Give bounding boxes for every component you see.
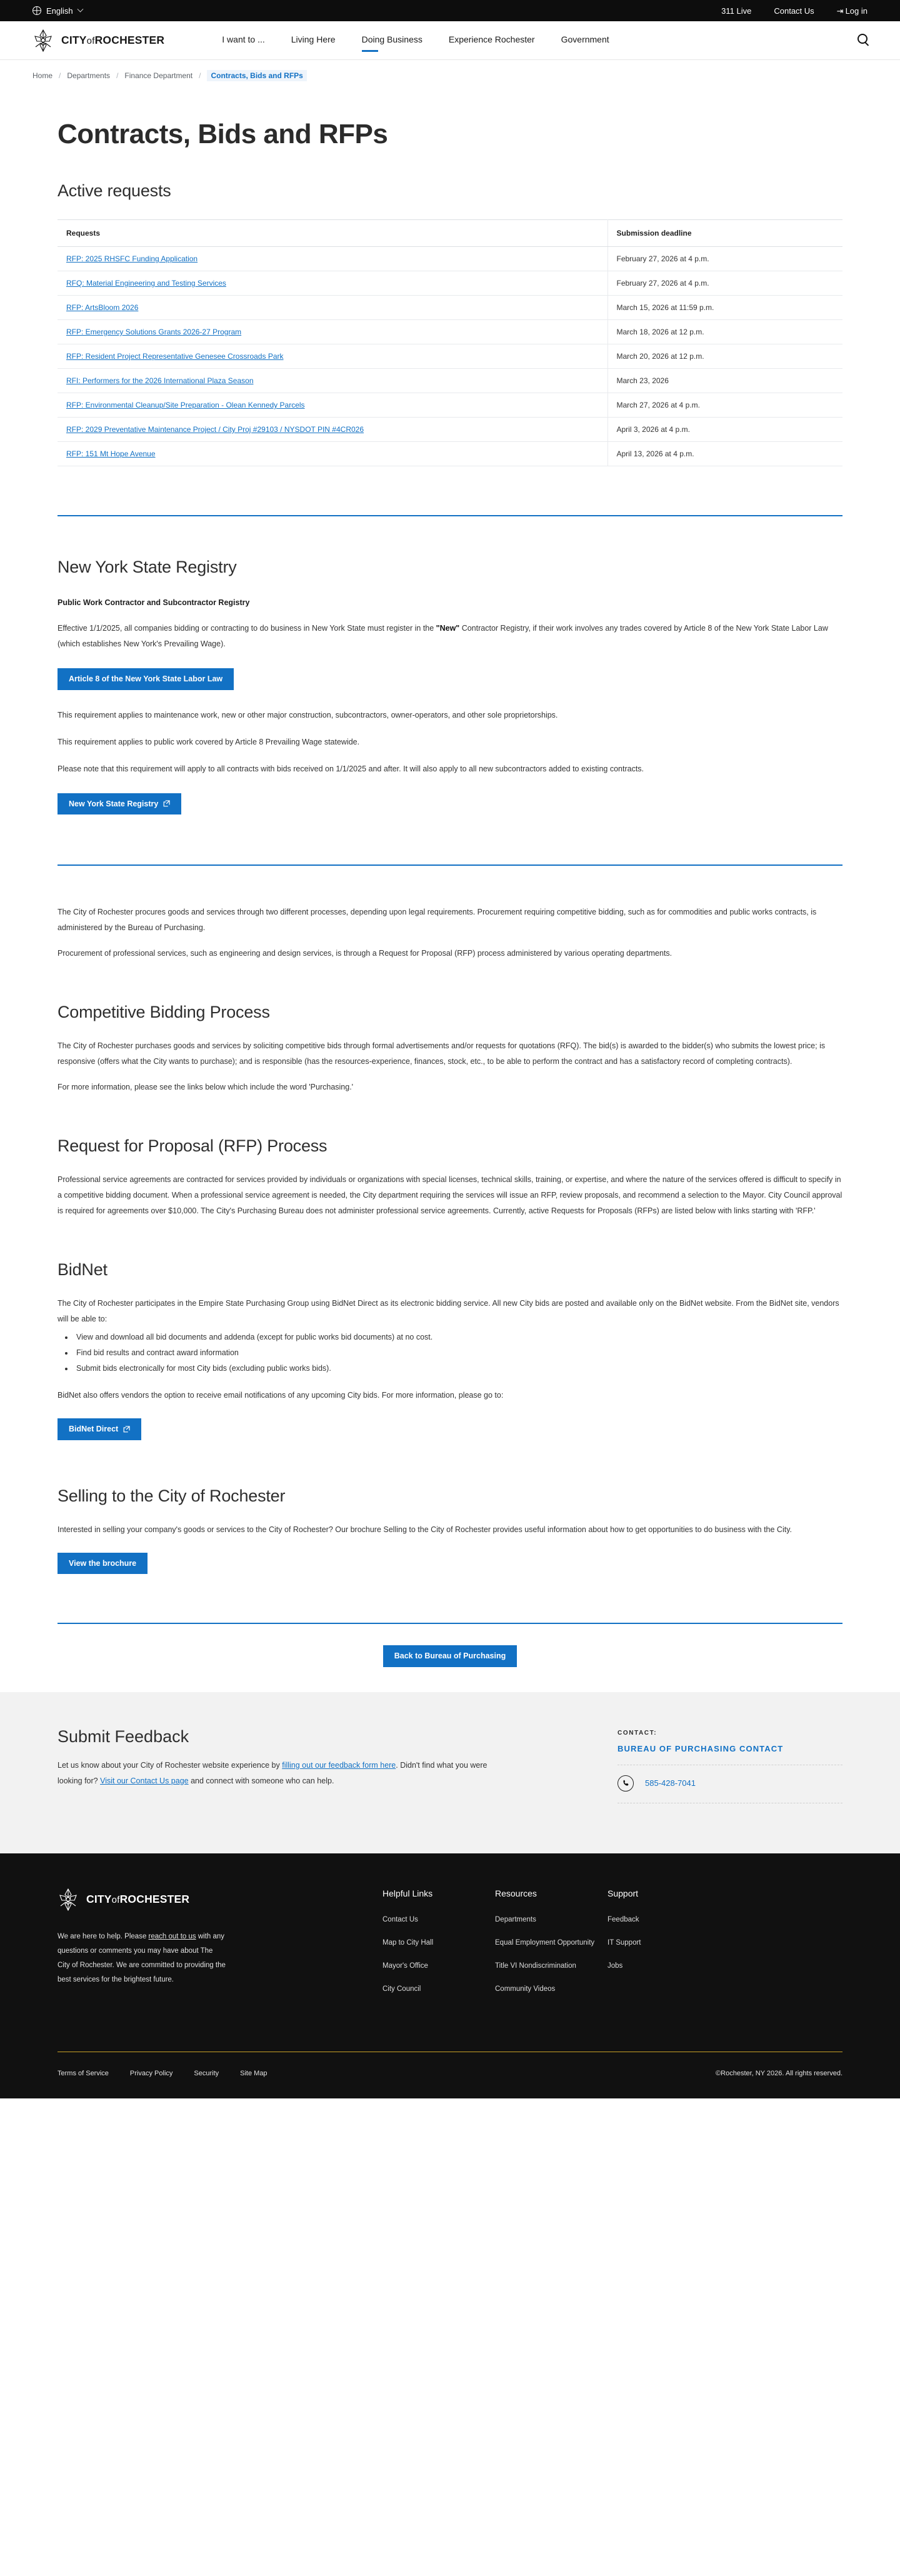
bidnet-bullet-list bbox=[74, 1330, 842, 1376]
view-brochure-button-label: View the brochure bbox=[69, 1558, 137, 1568]
primary-nav-links bbox=[222, 34, 609, 47]
contact-phone-number[interactable]: 585-428-7041 bbox=[645, 1778, 696, 1788]
topbar-link-contact-us[interactable]: Contact Us bbox=[774, 6, 814, 16]
footer-link-site-map[interactable]: Site Map bbox=[240, 2069, 268, 2077]
table-row bbox=[58, 344, 842, 369]
registry-paragraph-4: Please note that this requirement will apply to all contracts with bids received on 1/1/2025 and after. It will also apply to all new subcontractors added to existing contracts. bbox=[58, 764, 644, 773]
footer-logo[interactable] bbox=[58, 1888, 382, 1911]
footer-link-item[interactable] bbox=[608, 1938, 720, 1948]
request-deadline: March 18, 2026 at 12 p.m. bbox=[608, 320, 842, 344]
globe-icon bbox=[32, 6, 41, 15]
chevron-down-icon bbox=[77, 6, 83, 12]
footer-link-item[interactable] bbox=[382, 1984, 495, 1995]
contact-title[interactable]: BUREAU OF PURCHASING CONTACT bbox=[618, 1743, 784, 1753]
article-8-button[interactable] bbox=[58, 668, 234, 690]
breadcrumb-current: Contracts, Bids and RFPs bbox=[207, 70, 306, 81]
bidnet-paragraph-2: BidNet also offers vendors the option to receive email notifications of any upcoming City bids. For more information, please go to: bbox=[58, 1391, 504, 1400]
brand-wordmark: CITYofROCHESTER bbox=[61, 34, 165, 46]
feedback-text-c: and connect with someone who can help. bbox=[188, 1776, 334, 1785]
footer-column-support bbox=[608, 1888, 720, 2008]
column-header-submission-deadline: Submission deadline bbox=[608, 220, 842, 247]
active-requests-heading: Active requests bbox=[58, 181, 171, 200]
topbar-link-311-live[interactable]: 311 Live bbox=[721, 6, 752, 16]
footer-link-contact-us[interactable]: Contact Us bbox=[382, 1915, 418, 1923]
registry-p1-part-a: Effective 1/1/2025, all companies bidding or contracting to do business in New York State must register in the bbox=[58, 624, 436, 633]
footer-column-title: Helpful Links bbox=[382, 1888, 433, 1898]
view-brochure-button[interactable] bbox=[58, 1553, 148, 1575]
request-deadline: March 20, 2026 at 12 p.m. bbox=[608, 344, 842, 369]
footer-blurb-b: with any questions or comments you may have about The City of Rochester. We are committed to providing the best services for the brightest future. bbox=[58, 1932, 226, 1983]
footer-blurb-a: We are here to help. Please bbox=[58, 1932, 149, 1940]
procurement-paragraph-2: Procurement of professional services, such as engineering and design services, is through a Request for Proposal (RFP) process administered by various operating departments. bbox=[58, 949, 672, 958]
submit-feedback-section bbox=[0, 1692, 900, 1853]
footer-link-map-to-city-hall[interactable]: Map to City Hall bbox=[382, 1938, 434, 1947]
table-row bbox=[58, 296, 842, 320]
footer-link-item[interactable] bbox=[608, 1915, 720, 1925]
footer-brand-wordmark: CITYofROCHESTER bbox=[86, 1893, 190, 1905]
footer-link-item[interactable] bbox=[495, 1961, 608, 1972]
breadcrumb-item-finance-department[interactable]: Finance Department bbox=[124, 71, 193, 80]
request-deadline: March 15, 2026 at 11:59 p.m. bbox=[608, 296, 842, 320]
new-york-state-registry-button[interactable] bbox=[58, 793, 181, 815]
top-utility-bar bbox=[0, 0, 900, 21]
breadcrumb-separator: / bbox=[59, 71, 61, 80]
rochester-flower-logo-icon bbox=[58, 1888, 79, 1911]
feedback-heading: Submit Feedback bbox=[58, 1727, 189, 1746]
request-deadline: February 27, 2026 at 4 p.m. bbox=[608, 247, 842, 271]
registry-subheading: Public Work Contractor and Subcontractor Registry bbox=[58, 598, 250, 607]
footer-link-item[interactable] bbox=[495, 1984, 608, 1995]
site-footer bbox=[0, 1853, 900, 2098]
footer-link-item[interactable] bbox=[495, 1938, 608, 1948]
request-deadline: April 3, 2026 at 4 p.m. bbox=[608, 418, 842, 442]
table-row bbox=[58, 320, 842, 344]
bidnet-paragraph-1: The City of Rochester participates in the Empire State Purchasing Group using BidNet Direct as its electronic bidding service. All new City bids are posted and available only on the BidNet website. From the BidNet site, vendors will be able to: bbox=[58, 1299, 839, 1323]
request-link[interactable]: RFP: 151 Mt Hope Avenue bbox=[66, 449, 156, 458]
bidnet-direct-button[interactable] bbox=[58, 1418, 141, 1440]
table-row bbox=[58, 271, 842, 296]
language-label: English bbox=[46, 6, 73, 16]
footer-link-it-support[interactable]: IT Support bbox=[608, 1938, 641, 1947]
footer-link-item[interactable] bbox=[382, 1915, 495, 1925]
footer-link-community-videos[interactable]: Community Videos bbox=[495, 1985, 556, 1993]
footer-link-mayors-office[interactable]: Mayor's Office bbox=[382, 1962, 428, 1970]
footer-link-terms-of-service[interactable]: Terms of Service bbox=[58, 2069, 109, 2077]
registry-heading: New York State Registry bbox=[58, 558, 237, 576]
page-title: Contracts, Bids and RFPs bbox=[58, 119, 388, 149]
selling-paragraph-1: Interested in selling your company's goods or services to the City of Rochester? Our brochure Selling to the City of Rochester provides useful information about how to get opportunities to do business with the City. bbox=[58, 1525, 792, 1534]
rfp-process-heading: Request for Proposal (RFP) Process bbox=[58, 1136, 328, 1155]
article-8-button-label: Article 8 of the New York State Labor Law bbox=[69, 674, 223, 683]
request-link[interactable]: RFQ: Material Engineering and Testing Services bbox=[66, 279, 226, 288]
request-deadline: March 23, 2026 bbox=[608, 369, 842, 393]
request-deadline: April 13, 2026 at 4 p.m. bbox=[608, 442, 842, 466]
reach-out-link[interactable]: reach out to us bbox=[148, 1932, 196, 1940]
section-divider bbox=[58, 515, 842, 516]
selling-heading: Selling to the City of Rochester bbox=[58, 1486, 286, 1505]
footer-brand-column bbox=[58, 1888, 382, 2008]
active-requests-table-wrapper bbox=[58, 219, 842, 466]
footer-link-security[interactable]: Security bbox=[194, 2069, 219, 2077]
list-item: • Find bid results and contract award information bbox=[74, 1345, 842, 1361]
footer-column-resources bbox=[495, 1888, 608, 2008]
section-divider bbox=[58, 865, 842, 866]
request-link[interactable]: RFP: Resident Project Representative Genesee Crossroads Park bbox=[66, 352, 284, 361]
contact-label: CONTACT: bbox=[618, 1729, 658, 1737]
external-link-icon bbox=[163, 800, 170, 807]
footer-column-helpful-links bbox=[382, 1888, 495, 2008]
table-row bbox=[58, 393, 842, 418]
breadcrumb-item-departments[interactable]: Departments bbox=[67, 71, 111, 80]
footer-column-title: Resources bbox=[495, 1888, 537, 1898]
main-navigation bbox=[0, 21, 900, 60]
copyright-text: ©Rochester, NY 2026. All rights reserved. bbox=[716, 2069, 842, 2077]
bidnet-heading: BidNet bbox=[58, 1260, 108, 1279]
site-logo-link[interactable] bbox=[32, 29, 164, 52]
active-requests-table bbox=[58, 219, 842, 466]
phone-icon bbox=[618, 1775, 634, 1792]
request-link[interactable]: RFP: 2029 Preventative Maintenance Project / City Proj #29103 / NYSDOT PIN #4CR026 bbox=[66, 425, 364, 434]
competitive-bidding-paragraph-1: The City of Rochester purchases goods and services by soliciting competitive bids through formal advertisements and/or requests for quotations (RFQ). The bid(s) is awarded to the bidder(s) who submits the lowest price; is responsive (offers what the City wants to purchase); and is responsible (has the resources-experience, finances, stock, etc., to be able to perform the contract and has a satisfactory record of completing contracts). bbox=[58, 1041, 826, 1066]
footer-link-jobs[interactable]: Jobs bbox=[608, 1962, 623, 1970]
bidnet-direct-button-label: BidNet Direct bbox=[69, 1425, 119, 1433]
breadcrumb bbox=[0, 60, 900, 81]
nav-item-doing-business[interactable]: Doing Business bbox=[362, 34, 422, 47]
table-row bbox=[58, 442, 842, 466]
login-label: Log in bbox=[845, 6, 868, 16]
list-item: • Submit bids electronically for most City bids (excluding public works bids). bbox=[74, 1361, 842, 1376]
breadcrumb-separator: / bbox=[116, 71, 119, 80]
footer-link-equal-employment-opportunity[interactable]: Equal Employment Opportunity bbox=[495, 1938, 595, 1947]
contact-phone-row bbox=[618, 1775, 842, 1792]
request-deadline: March 27, 2026 at 4 p.m. bbox=[608, 393, 842, 418]
back-to-bureau-of-purchasing-button[interactable] bbox=[383, 1645, 518, 1667]
registry-paragraph-2: This requirement applies to maintenance work, new or other major construction, subcontractors, owner-operators, and other sole proprietorships. bbox=[58, 710, 558, 719]
nav-item-i-want-to[interactable]: I want to ... bbox=[222, 34, 265, 44]
registry-button-label: New York State Registry bbox=[69, 799, 159, 808]
footer-link-feedback[interactable]: Feedback bbox=[608, 1915, 639, 1923]
footer-link-city-council[interactable]: City Council bbox=[382, 1985, 421, 1993]
feedback-paragraph bbox=[58, 1758, 508, 1789]
rfp-process-paragraph-1: Professional service agreements are contracted for services provided by individuals or organizations with special licenses, technical skills, training, or expertise, and where the nature of the services offered is difficult to specify in a competitive bidding document. When a professional service agreement is needed, the City department requiring the services will issue an RFP, review proposals, and recommend a selection to the Mayor. City Council approval is required for agreements over $10,000. The City's Purchasing Bureau does not administer professional service agreements. Currently, active Requests for Proposals (RFPs) are listed below with links starting with 'RFP.' bbox=[58, 1175, 842, 1215]
login-link[interactable] bbox=[837, 6, 868, 16]
table-row bbox=[58, 418, 842, 442]
footer-blurb bbox=[58, 1930, 226, 1987]
footer-column-title: Support bbox=[608, 1888, 639, 1898]
footer-link-departments[interactable]: Departments bbox=[495, 1915, 536, 1923]
footer-link-item[interactable] bbox=[608, 1961, 720, 1972]
nav-item-government[interactable]: Government bbox=[561, 34, 609, 44]
competitive-bidding-paragraph-2: For more information, please see the links below which include the word 'Purchasing.' bbox=[58, 1083, 354, 1091]
request-deadline: February 27, 2026 at 4 p.m. bbox=[608, 271, 842, 296]
request-link[interactable]: RFP: Emergency Solutions Grants 2026-27 Program bbox=[66, 328, 242, 336]
request-link[interactable]: RFP: 2025 RHSFC Funding Application bbox=[66, 254, 198, 263]
registry-paragraph-1 bbox=[58, 621, 842, 652]
breadcrumb-separator: / bbox=[199, 71, 201, 80]
column-header-requests: Requests bbox=[58, 220, 608, 247]
breadcrumb-item-home[interactable]: Home bbox=[32, 71, 53, 80]
feedback-form-link[interactable]: filling out our feedback form here bbox=[282, 1760, 396, 1770]
footer-link-privacy-policy[interactable]: Privacy Policy bbox=[129, 2069, 173, 2077]
competitive-bidding-heading: Competitive Bidding Process bbox=[58, 1003, 270, 1021]
rochester-flower-logo-icon bbox=[32, 29, 54, 52]
table-row bbox=[58, 369, 842, 393]
procurement-paragraph-1: The City of Rochester procures goods and services through two different processes, depending upon legal requirements. Procurement requiring competitive bidding, such as for commodities and public works contracts, is administered by the Bureau of Purchasing. bbox=[58, 908, 817, 932]
request-link[interactable]: RFP: Environmental Cleanup/Site Preparation - Olean Kennedy Parcels bbox=[66, 401, 305, 409]
table-header-row bbox=[58, 220, 842, 247]
footer-link-item[interactable] bbox=[382, 1961, 495, 1972]
registry-p1-part-b: Contractor Registry, if their work involves any trades covered by Article 8 of the New York State Labor Law (which establishes New York's Prevailing Wage). bbox=[58, 624, 828, 648]
footer-link-item[interactable] bbox=[382, 1938, 495, 1948]
feedback-text-a: Let us know about your City of Rochester website experience by bbox=[58, 1760, 282, 1770]
back-button-label: Back to Bureau of Purchasing bbox=[394, 1651, 506, 1660]
nav-item-experience-rochester[interactable]: Experience Rochester bbox=[448, 34, 535, 44]
search-button[interactable] bbox=[858, 34, 868, 47]
feedback-text-b: . Didn't find what you were looking for? bbox=[58, 1760, 488, 1785]
footer-link-title-vi-nondiscrimination[interactable]: Title VI Nondiscrimination bbox=[495, 1962, 576, 1970]
request-link[interactable]: RFI: Performers for the 2026 International Plaza Season bbox=[66, 376, 254, 385]
registry-paragraph-3: This requirement applies to public work covered by Article 8 Prevailing Wage statewide. bbox=[58, 737, 360, 746]
registry-p1-bold: "New" bbox=[436, 624, 460, 633]
nav-item-living-here[interactable]: Living Here bbox=[291, 34, 336, 44]
footer-link-item[interactable] bbox=[495, 1915, 608, 1925]
contact-column bbox=[618, 1727, 842, 1813]
external-link-icon bbox=[123, 1426, 130, 1433]
footer-bottom-bar bbox=[58, 2070, 842, 2077]
search-icon bbox=[858, 34, 868, 44]
contact-us-page-link[interactable]: Visit our Contact Us page bbox=[100, 1776, 189, 1785]
request-link[interactable]: RFP: ArtsBloom 2026 bbox=[66, 303, 139, 312]
footer-legal-links bbox=[58, 2070, 268, 2077]
back-button-row bbox=[0, 1624, 900, 1692]
login-arrow-icon: ⇥ bbox=[836, 6, 844, 16]
table-row bbox=[58, 247, 842, 271]
list-item: • View and download all bid documents and addenda (except for public works bid documents) at no cost. bbox=[74, 1330, 842, 1345]
language-selector[interactable] bbox=[32, 6, 82, 16]
